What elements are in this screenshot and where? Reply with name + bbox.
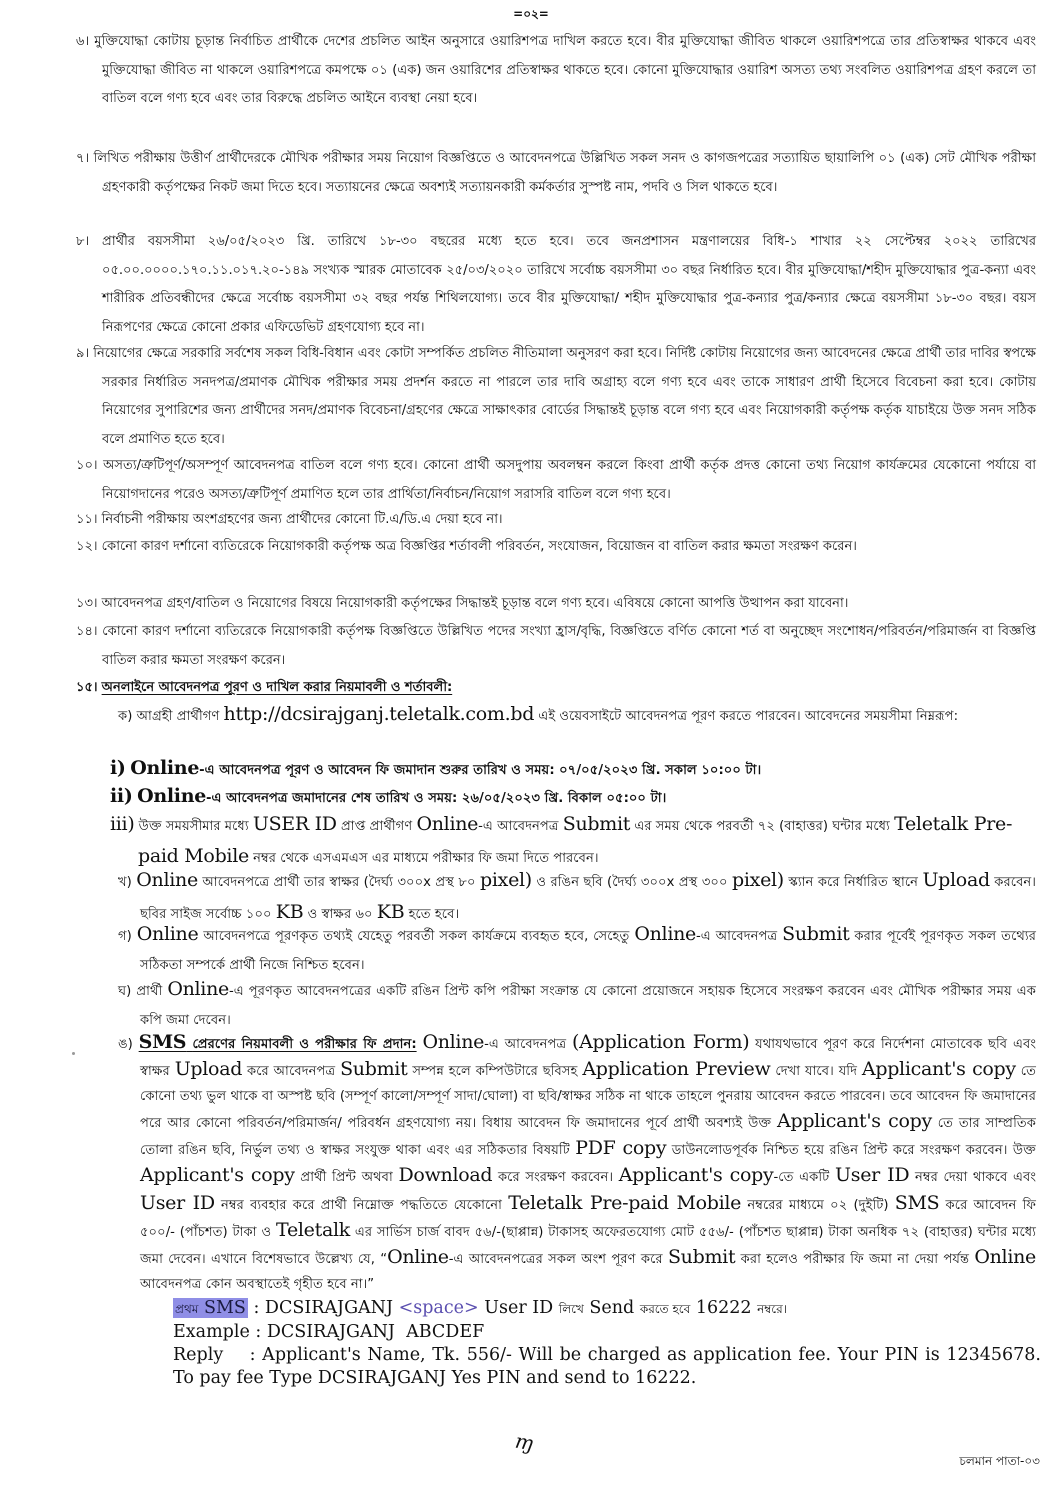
body-text: যথাযথভাবে পূরণ করে নির্দেশনা মোতাবেক ছবি এবং স্বাক্ষর (140, 1037, 1036, 1080)
online-term: Online (136, 923, 199, 945)
item-label: ii) (110, 785, 133, 807)
teletalk-term: Teletalk Pre-paid Mobile (138, 813, 1013, 867)
item-label: i) (110, 757, 126, 779)
example-label: Example (173, 1322, 250, 1342)
item-label: ঘ) (118, 984, 132, 999)
bn-text: করতে হবে (639, 1302, 691, 1316)
sms-keyword: : DCSIRAJGANJ (247, 1298, 399, 1318)
clause-number: ১১। (76, 512, 98, 527)
size-unit: KB (376, 900, 405, 923)
clause-number: ৮। (76, 234, 90, 249)
schedule-end (110, 782, 1036, 814)
latin-term: SMS (894, 1191, 940, 1214)
clause-number: ১৪। (76, 624, 98, 639)
body-text: ডাউনলোডপূর্বক নিশ্চিত হয়ে রঙিন প্রিন্ট করে সংরক্ষণ করবেন। উক্ত (666, 1143, 1036, 1159)
submit-term: Submit (562, 813, 631, 835)
latin-term: Submit (340, 1058, 408, 1081)
schedule-payment (110, 810, 1036, 873)
latin-term: Online (422, 1031, 485, 1053)
item-text: এই ওয়েবসাইটে আবেদনপত্র পূরণ করতে পারবেন। আবেদনের সময়সীমা নিম্নরূপ: (538, 709, 959, 724)
upload-term: Upload (922, 869, 990, 891)
first-bn: প্রথম (175, 1302, 199, 1316)
clause-number: ৯। (76, 346, 90, 361)
schedule-text: -এ আবেদনপত্র জমাদানের শেষ তারিখ ও সময়: ২৬/০৫/২০২৩ খ্রি. বিকাল ০৫:০০ টা। (206, 791, 667, 806)
latin-term: PDF copy (575, 1137, 667, 1160)
body-text: নম্বরের মাধ্যমে ০২ (দুইটি) (741, 1197, 895, 1213)
user-id-term: User ID (478, 1298, 559, 1318)
scan-speck (72, 1052, 75, 1055)
latin-term: User ID (140, 1191, 215, 1214)
item-ka (118, 700, 1036, 732)
clause-number: ১২। (76, 539, 98, 554)
continued-page-note: চলমান পাতা-০৩ (959, 1454, 1040, 1468)
clause-text: কোনো কারণ দর্শানো ব্যতিরেকে নিয়োগকারী কর্তৃপক্ষ অত্র বিজ্ঞপ্তির শর্তাবলী পরিবর্তন, সংযোজন, বিয়োজন বা বাতিল করার ক্ষমতা সংরক্ষণ করেন। (101, 539, 857, 554)
reply-value: : Applicant's Name, Tk. 556/- Will be charged as application fee. Your PIN is 12345678. To pay fee Type DCSIRAJGANJ Yes PIN and send to 16222. (173, 1345, 1047, 1388)
item-label: ক) (118, 709, 133, 724)
latin-term: Applicant's copy (140, 1164, 295, 1187)
clause-10 (76, 452, 1036, 509)
clause-11 (76, 506, 1036, 535)
body-text: করে সংরক্ষণ করবেন। (492, 1170, 619, 1186)
clause-text: অসত্য/ত্রুটিপূর্ণ/অসম্পূর্ণ আবেদনপত্র বাতিল বলে গণ্য হবে। কোনো প্রার্থী অসদুপায় অবলম্বন করলে কিংবা প্রার্থী কর্তৃক প্রদত্ত কোনো তথ্য নিয়োগ কার্যক্রমের যেকোনো পর্যায়ে বা নিয়োগদানের পরেও অসত্য/ত্রুটিপূর্ণ প্রমাণিত হলে তার প্রার্থিতা/নির্বাচন/নিয়োগ সরাসরি বাতিল বলে গণ্য হবে। (102, 458, 1037, 502)
latin-term: Application Preview (582, 1058, 771, 1081)
initials-signature: ɱ (513, 1428, 536, 1456)
body-text: করে আবেদন ফি ৫০০/- (পাঁচশত) টাকা ও (140, 1197, 1036, 1241)
schedule-text: -এ আবেদনপত্র পূরণ ও আবেদন ফি জমাদান শুরুর তারিখ ও সময়: ০৭/০৫/২০২৩ খ্রি. সকাল ১০:০০ টা। (199, 763, 762, 778)
body-text: -তে একটি (773, 1170, 836, 1186)
item-text: ও রঙিন ছবি (দৈর্ঘ্য ৩০০x প্রস্থ ৩০০ (536, 875, 728, 890)
item-umo-sms-rules (118, 1030, 1036, 1297)
item-text: আবেদনপত্রে প্রার্থী তার স্বাক্ষর (দৈর্ঘ্য ৩০০x প্রস্থ ৮০ (202, 875, 476, 890)
website-link[interactable]: http://dcsirajganj.teletalk.com.bd (223, 703, 535, 725)
item-label: ঙ) (118, 1037, 133, 1052)
clause-12 (76, 533, 1036, 562)
pixel-term: pixel) (480, 869, 532, 891)
latin-term: Applicant's copy (777, 1109, 932, 1132)
body-text: আবেদনপত্র কোন অবস্থাতেই গৃহীত হবে না।” (140, 1276, 375, 1292)
body-text: তে তার সাম্প্রতিক তোলা রঙিন ছবি, নির্ভুল তথ্য ও স্বাক্ষর সংযুক্ত থাকা এবং এর সঠিকতার বিষয়টি (140, 1115, 1036, 1159)
latin-term: Online (974, 1246, 1036, 1269)
sms-term: SMS (203, 1298, 246, 1318)
clause-text: প্রার্থীর বয়সসীমা ২৬/০৫/২০২৩ খ্রি. তারিখে ১৮-৩০ বছরের মধ্যে হতে হবে। তবে জনপ্রশাসন মন্ত্রণালয়ের বিধি-১ শাখার ২২ সেপ্টেম্বর ২০২২ তারিখের ০৫.০০.০০০০.১৭০.১১.০১৭.২০-১৪৯ সংখ্যক স্মারক মোতাবেক ২৫/০৩/২০২০ তারিখে সর্বোচ্চ বয়সসীমা ৩০ বছর নির্ধারিত হবে। বীর মুক্তিযোদ্ধা/শহীদ মুক্তিযোদ্ধার পুত্র-কন্যা এবং শারীরিক প্রতিবন্ধীদের ক্ষেত্রে সর্বোচ্চ বয়সসীমা ৩২ বছর পর্যন্ত শিথিলযোগ্য। তবে বীর মুক্তিযোদ্ধা/ শহীদ মুক্তিযোদ্ধার পুত্র-কন্যার পুত্র/কন্যার ক্ষেত্রে বয়সসীমা ১৮-৩০ বছর। বয়স নিরূপণের ক্ষেত্রে কোনো প্রকার এফিডেভিট গ্রহণযোগ্য হবে না। (102, 234, 1037, 335)
item-text: -এ পূরণকৃত আবেদনপত্রের একটি রঙিন প্রিন্ট কপি পরীক্ষা সংক্রান্ত যে কোনো প্রয়োজনে সহায়ক হিসেবে সংরক্ষণ করবেন এবং মৌখিক পরীক্ষার সময় এক কপি জমা দেবেন। (140, 984, 1036, 1028)
clause-13 (76, 590, 1036, 619)
reply-line (173, 1344, 1047, 1390)
online-term: Online (130, 757, 200, 779)
item-text: স্ক্যান করে নির্ধারিত স্থানে (788, 875, 918, 890)
online-term: Online (167, 978, 229, 1000)
sms-format-block (173, 1297, 1047, 1390)
clause-8 (76, 228, 1036, 342)
clause-text: আবেদনপত্র গ্রহণ/বাতিল ও নিয়োগের বিষয়ে নিয়োগকারী কর্তৃপক্ষের সিদ্ধান্তই চূড়ান্ত বলে গণ্য হবে। এবিষয়ে কোনো আপত্তি উত্থাপন করা যাবেনা। (101, 596, 849, 611)
body-text: সম্পন্ন হলে কম্পিউটারে ছবিসহ (407, 1064, 583, 1080)
example-line (173, 1321, 1041, 1344)
item-text: করার পূর্বেই পূরণকৃত সকল তথ্যের সঠিকতা সম্পর্কে প্রার্থী নিজে নিশ্চিত হবেন। (140, 929, 1036, 973)
clause-number: ৬। (76, 34, 90, 49)
clause-text: কোনো কারণ দর্শানো ব্যতিরেকে নিয়োগকারী কর্তৃপক্ষ বিজ্ঞপ্তিতে উল্লিখিত পদের সংখ্যা হ্রাস/বৃদ্ধি, বিজ্ঞপ্তিতে বর্ণিত কোনো শর্ত বা অনুচ্ছেদ সংশোধন/পরিবর্তন/পরিমার্জন বা বিজ্ঞপ্তি বাতিল করার ক্ষমতা সংরক্ষণ করেন। (102, 624, 1037, 668)
item-text: -এ আবেদনপত্র (478, 819, 559, 834)
pixel-term: pixel) (732, 869, 784, 891)
body-text: এর সার্ভিস চার্জ বাবদ ৫৬/-(ছাপ্পান্ন) টাকাসহ অফেরতযোগ্য মোট ৫৫৬/- (পাঁচশত ছাপ্পান্ন) টাকা অনধিক ৭২ (বাহাত্তর) ঘন্টার মধ্যে জমা দেবেন। এখানে বিশেষভাবে উল্লেখ্য যে, “ (140, 1225, 1037, 1268)
item-text: উক্ত সময়সীমার মধ্যে (138, 819, 249, 834)
online-term: Online (416, 813, 479, 835)
schedule-start (110, 754, 1036, 786)
latin-term: (Application Form) (571, 1031, 750, 1053)
clause-text: নিয়োগের ক্ষেত্রে সরকারি সর্বশেষ সকল বিধি-বিধান এবং কোটা সম্পর্কিত প্রচলিত নীতিমালা অনুসরণ করা হবে। নির্দিষ্ট কোটায় নিয়োগের জন্য আবেদনের ক্ষেত্রে প্রার্থী তার দাবির স্বপক্ষে সরকার নির্ধারিত সনদপত্র/প্রমাণক মৌখিক পরীক্ষার সময় প্রদর্শন করতে না পারলে তার দাবি অগ্রাহ্য বলে গণ্য হবে এবং তাকে সাধারণ প্রার্থী হিসেবে বিবেচনা করা হবে। কোটায় নিয়োগের সুপারিশের জন্য প্রার্থীদের সনদ/প্রমাণক বিবেচনা/গ্রহণের ক্ষেত্রে সাক্ষাৎকার বোর্ডের সিদ্ধান্তই চূড়ান্ত বলে গণ্য হবে এবং নিয়োগকারী কর্তৃপক্ষ কর্তৃক যাচাইয়ে উক্ত সনদ সঠিক বলে প্রমাণিত হতে হবে। (93, 346, 1037, 447)
latin-term: Online (387, 1246, 449, 1269)
body-text: দেখা যাবে। যদি (770, 1064, 862, 1080)
clause-14 (76, 618, 1036, 675)
item-text: প্রাপ্ত প্রার্থীগণ (340, 819, 413, 834)
latin-term: Applicant's copy (618, 1164, 774, 1187)
latin-term: Submit (667, 1246, 736, 1269)
submit-term: Submit (782, 923, 850, 945)
clause-text: নির্বাচনী পরীক্ষায় অংশগ্রহণের জন্য প্রার্থীদের কোনো টি.এ/ডি.এ দেয়া হবে না। (101, 512, 503, 527)
page-number-marker: =০২= (513, 7, 549, 21)
sms-term: SMS (138, 1031, 187, 1053)
reply-label: Reply (173, 1345, 224, 1365)
online-term: Online (136, 869, 198, 891)
latin-term: Download (398, 1164, 493, 1187)
example-value: : DCSIRAJGANJ ABCDEF (249, 1322, 485, 1342)
latin-term: User ID (835, 1164, 910, 1187)
item-text: আগ্রহী প্রার্থীগণ (136, 709, 220, 724)
item-text: -এ আবেদনপত্র (695, 929, 778, 944)
clause-number: ৭। (76, 151, 90, 166)
section-title: অনলাইনে আবেদনপত্র পূরণ ও দাখিল করার নিয়মাবলী ও শর্তাবলী: (101, 680, 453, 695)
size-unit: KB (275, 900, 304, 923)
body-text: নম্বর ব্যবহার করে প্রার্থী নিম্নোক্ত পদ্ধতিতে যেকোনো (214, 1197, 509, 1213)
item-text: প্রার্থী (136, 984, 163, 999)
first-sms-line (173, 1297, 1041, 1321)
item-label: খ) (118, 875, 132, 890)
user-id-term: USER ID (252, 813, 337, 835)
body-text: -এ আবেদনপত্রের সকল অংশ পূরণ করে (448, 1252, 668, 1268)
latin-term: Upload (174, 1058, 243, 1081)
clause-9 (76, 340, 1036, 454)
sms-number: 16222 (690, 1298, 758, 1318)
section-number: ১৫। (76, 680, 98, 695)
clause-text: মুক্তিযোদ্ধা কোটায় চূড়ান্ত নির্বাচিত প্রার্থীকে দেশের প্রচলিত আইন অনুসারে ওয়ারিশপত্র দাখিল করতে হবে। বীর মুক্তিযোদ্ধা জীবিত থাকলে ওয়ারিশপত্রে তার প্রতিস্বাক্ষর থাকবে এবং মুক্তিযোদ্ধা জীবিত না থাকলে ওয়ারিশপত্রে কমপক্ষে ০১ (এক) জন ওয়ারিশের প্রতিস্বাক্ষর থাকতে হবে। কোনো মুক্তিযোদ্ধার ওয়ারিশ অসত্য তথ্য সংবলিত ওয়ারিশপত্র গ্রহণ করলে তা বাতিল বলে গণ্য হবে এবং তার বিরুদ্ধে প্রচলিত আইনে ব্যবস্থা নেয়া হবে। (94, 34, 1036, 106)
clause-7 (76, 145, 1036, 202)
bn-text: লিখে (558, 1302, 584, 1316)
body-text: তে কোনো তথ্য ভুল থাকে বা অস্পষ্ট ছবি (সম্পূর্ণ কালো/সম্পূর্ণ সাদা/ঘোলা) বা ছবি/স্বাক্ষর সঠিক না থাকে তাহলে পুনরায় আবেদন করতে পারবেন। তবে আবেদন ফি জমাদানের পরে আর কোনো পরিবর্তন/পরিমার্জন/ পরিবর্ধন গ্রহণযোগ্য নয়। বিধায় আবেদন ফি জমাদানের পূর্বে প্রার্থী অবশ্যই উক্ত (140, 1064, 1037, 1131)
title-text: প্রেরণের নিয়মাবলী ও পরীক্ষার ফি প্রদান: (192, 1037, 417, 1052)
section-15-heading (76, 674, 1036, 703)
latin-term: Teletalk Pre-paid Mobile (508, 1191, 742, 1214)
item-text: এর সময় থেকে পরবর্তী ৭২ (বাহাত্তর) ঘন্টার মধ্যে (634, 819, 890, 834)
clause-number: ১০। (76, 458, 98, 473)
sms-rules-title (138, 1031, 417, 1053)
item-text: ও স্বাক্ষর ৬০ (307, 906, 373, 922)
item-text: আবেদনপত্রে পূরণকৃত তথ্যই যেহেতু পরবর্তী সকল কার্যক্রমে ব্যবহৃত হবে, সেহেতু (203, 929, 630, 944)
sms-rules-body (140, 1031, 1037, 1292)
online-term: Online (634, 923, 696, 945)
item-label: গ) (118, 929, 132, 944)
item-gha (118, 975, 1036, 1035)
body-text: প্রার্থী প্রিন্ট অথবা (294, 1170, 399, 1186)
item-text: হতে হবে। (408, 906, 460, 922)
item-ga (118, 920, 1036, 980)
latin-term: Teletalk (276, 1219, 350, 1242)
body-text: নম্বর দেয়া থাকবে এবং (909, 1170, 1036, 1186)
body-text: -এ আবেদনপত্র (484, 1037, 572, 1052)
send-term: Send (583, 1298, 640, 1318)
body-text: করে আবেদনপত্র (242, 1064, 341, 1080)
bn-text: নম্বরে। (757, 1302, 788, 1316)
body-text: করা হলেও পরীক্ষার ফি জমা না দেয়া পর্যন্ত (735, 1252, 975, 1268)
latin-term: Applicant's copy (861, 1058, 1016, 1081)
item-text: নম্বর থেকে এসএমএস এর মাধ্যমে পরীক্ষার ফি জমা দিতে পারবেন। (253, 850, 599, 866)
item-label: iii) (110, 813, 135, 835)
online-term: Online (137, 785, 207, 807)
item-text: করবেন। ছবির সাইজ সর্বোচ্চ ১০০ (140, 875, 1037, 922)
space-placeholder: <space> (398, 1298, 479, 1318)
first-sms-label (173, 1298, 248, 1318)
clause-6 (76, 28, 1036, 114)
clause-number: ১৩। (76, 596, 98, 611)
clause-text: লিখিত পরীক্ষায় উত্তীর্ণ প্রার্থীদেরকে মৌখিক পরীক্ষার সময় নিয়োগ বিজ্ঞপ্তিতে ও আবেদনপত্রে উল্লিখিত সকল সনদ ও কাগজপত্রের সত্যায়িত ছায়ালিপি ০১ (এক) সেট মৌখিক পরীক্ষা গ্রহণকারী কর্তৃপক্ষের নিকট জমা দিতে হবে। সত্যায়নের ক্ষেত্রে অবশ্যই সত্যায়নকারী কর্মকর্তার সুস্পষ্ট নাম, পদবি ও সিল থাকতে হবে। (93, 151, 1036, 195)
